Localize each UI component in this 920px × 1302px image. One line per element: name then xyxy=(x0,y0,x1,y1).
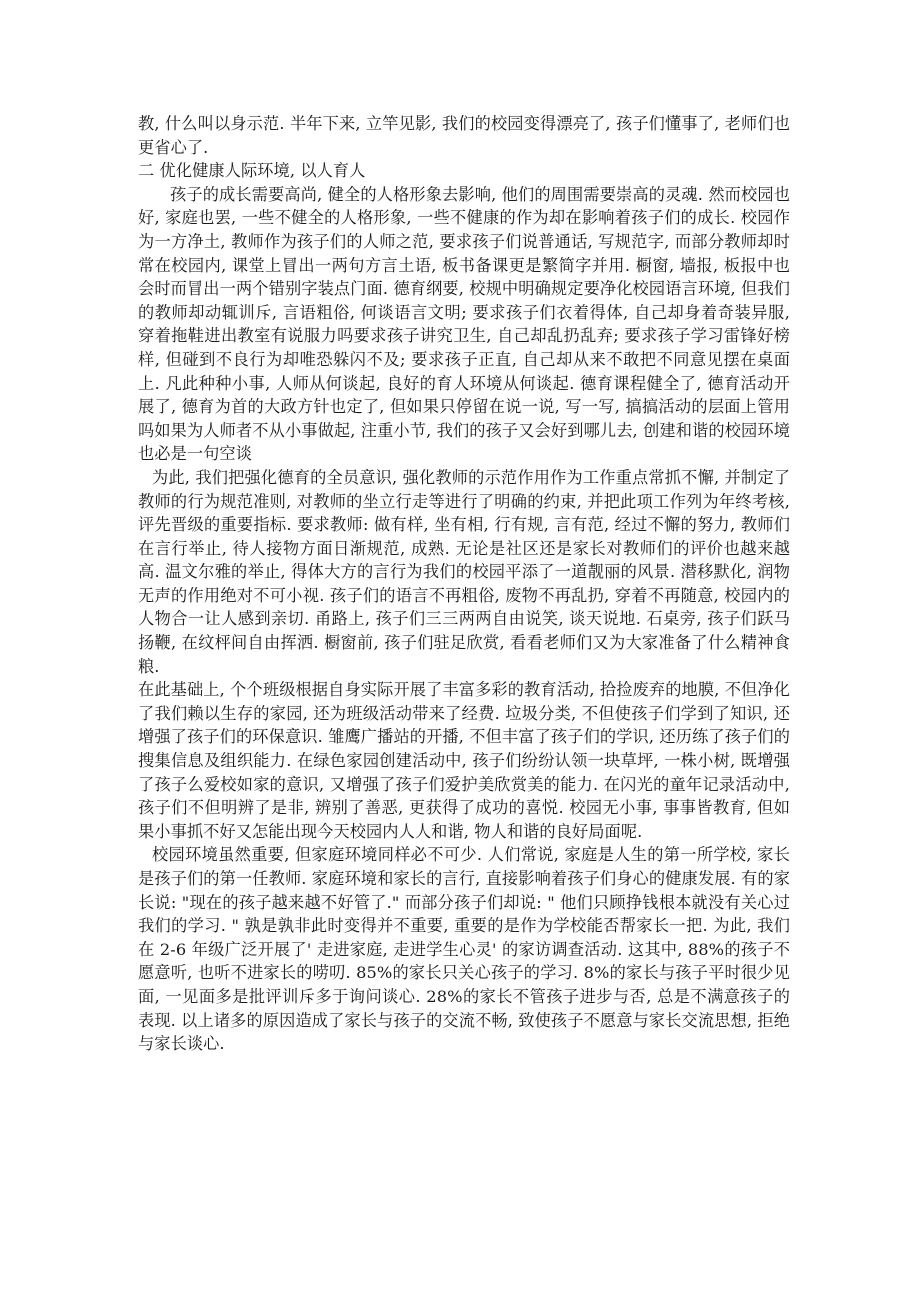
paragraph-class-activities: 在此基础上, 个个班级根据自身实际开展了丰富多彩的教育活动, 拾捡废弃的地膜, 不但净化了我们赖以生存的家园, 还为班级活动带来了经费. 垃圾分类, 不但使孩子们学到了知识, 还增强了孩子们的环保意识. 雏鹰广播站的开播, 不但丰富了孩子们的学识, 还历练了孩子们的搜集信息及组织能力. 在绿色家园创建活动中, 孩子们纷纷认领一块草坪, 一株小树, 既增强了孩子么爱校如家的意识, 又增强了孩子们爱护美欣赏美的能力. 在闪光的童年记录活动中, 孩子们不但明辨了是非, 辨别了善恶, 更获得了成功的喜悦. 校园无小事, 事事皆教育, 但如果小事抓不好又怎能出现今天校园内人人和谐, 物人和谐的良好局面呢. xyxy=(138,680,790,841)
document-body xyxy=(138,112,790,1056)
paragraph-family-environment: 校园环境虽然重要, 但家庭环境同样必不可少. 人们常说, 家庭是人生的第一所学校, 家长是孩子们的第一任教师. 家庭环境和家长的言行, 直接影响着孩子们身心的健康发展. 有的家长说: "现在的孩子越来越不好管了." 而部分孩子们却说: " 他们只顾挣钱根本就没有关心过我们的学习. " 孰是孰非此时变得并不重要, 重要的是作为学校能否帮家长一把. 为此, 我们在 2-6 年级广泛开展了' 走进家庭, 走进学生心灵' 的家访调查活动. 这其中, 88%的孩子不愿意听, 也听不进家长的唠叨. 85%的家长只关心孩子的学习. 8%的家长与孩子平时很少见面, 一见面多是批评训斥多于询问谈心. 28%的家长不管孩子进步与否, 总是不满意孩子的表现. 以上诸多的原因造成了家长与孩子的交流不畅, 致使孩子不愿意与家长交流思想, 拒绝与家长谈心. xyxy=(138,845,790,1054)
paragraph-teacher-norms: 为此, 我们把强化德育的全员意识, 强化教师的示范作用作为工作重点常抓不懈, 并制定了教师的行为规范准则, 对教师的坐立行走等进行了明确的约束, 并把此项工作列为年终考核, 评先晋级的重要指标. 要求教师: 做有样, 坐有相, 行有规, 言有范, 经过不懈的努力, 教师们在言行举止, 待人接物方面日渐规范, 成熟. 无论是社区还是家长对教师们的评价也越来越高. 温文尔雅的举止, 得体大方的言行为我们的校园平添了一道靓丽的风景. 潜移默化, 润物无声的作用绝对不可小视. 孩子们的语言不再粗俗, 废物不再乱扔, 穿着不再随意, 校园内的人物合一让人感到亲切. 甬路上, 孩子们三三两两自由说笑, 谈天说地. 石桌旁, 孩子们跃马扬鞭, 在纹枰间自由挥洒. 橱窗前, 孩子们驻足欣赏, 看看老师们又为大家准备了什么精神食粮. xyxy=(138,467,790,676)
section-heading: 二 优化健康人际环境, 以人育人 xyxy=(138,161,366,181)
paragraph-continuation: 教, 什么叫以身示范. 半年下来, 立竿见影, 我们的校园变得漂亮了, 孩子们懂事了, 老师们也更省心了. xyxy=(138,114,790,157)
paragraph-interpersonal-environment: 孩子的成长需要高尚, 健全的人格形象去影响, 他们的周围需要崇高的灵魂. 然而校园也好, 家庭也罢, 一些不健全的人格形象, 一些不健康的作为却在影响着孩子们的成长. 校园作为一方净土, 教师作为孩子们的人师之范, 要求孩子们说普通话, 写规范字, 而部分教师却时常在校园内, 课堂上冒出一两句方言土语, 板书备课更是繁简字并用. 橱窗, 墙报, 板报中也会时而冒出一两个错别字装点门面. 德育纲要, 校规中明确规定要净化校园语言环境, 但我们的教师却动辄训斥, 言语粗俗, 何谈语言文明; 要求孩子们衣着得体, 自己却身着奇装异服, 穿着拖鞋进出教室有说服力吗要求孩子讲究卫生, 自己却乱扔乱弃; 要求孩子学习雷锋好榜样, 但碰到不良行为却唯恐躲闪不及; 要求孩子正直, 自己却从来不敢把不同意见摆在桌面上. 凡此种种小事, 人师从何谈起, 良好的育人环境从何谈起. 德育课程健全了, 德育活动开展了, 德育为首的大政方针也定了, 但如果只停留在说一说, 写一写, 搞搞活动的层面上管用吗如果为人师者不从小事做起, 注重小节, 我们的孩子又会好到哪儿去, 创建和谐的校园环境也必是一句空谈 xyxy=(138,184,790,464)
